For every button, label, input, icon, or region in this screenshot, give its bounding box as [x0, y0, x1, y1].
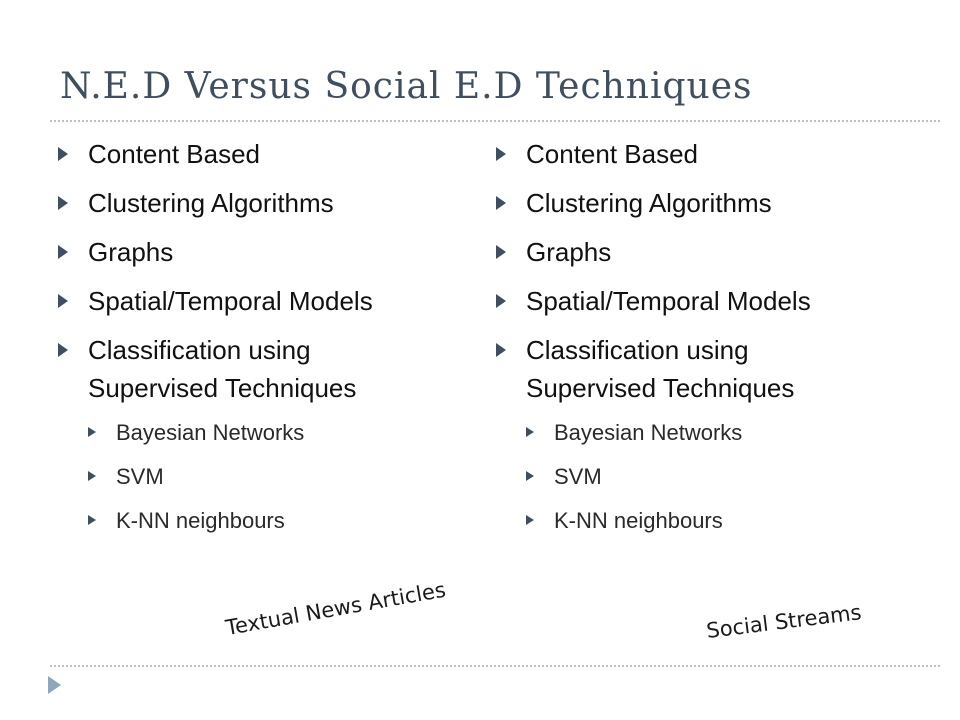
list-item-label: Spatial/Temporal Models	[526, 286, 811, 316]
list-item-label: Content Based	[526, 139, 699, 169]
sub-list-item-label: K-NN neighbours	[116, 508, 285, 533]
list-item	[496, 184, 886, 222]
triangle-bullet-icon	[496, 147, 506, 161]
sub-list-item-label: K-NN neighbours	[554, 508, 723, 533]
list-item-label: Graphs	[88, 237, 174, 267]
left-technique-list	[58, 135, 448, 543]
list-item-label: Clustering Algorithms	[526, 188, 772, 218]
sub-list-item-label: SVM	[116, 464, 164, 489]
sub-list	[88, 411, 448, 543]
list-item-label-line1: Classification using	[526, 335, 749, 365]
triangle-bullet-icon	[58, 343, 68, 357]
triangle-bullet-icon	[496, 245, 506, 259]
slide-title: N.E.D Versus Social E.D Techniques	[60, 66, 753, 107]
list-item-label-line2: Supervised Techniques	[88, 373, 357, 403]
footer-divider	[50, 665, 940, 667]
title-divider	[50, 120, 940, 122]
list-item-label: Content Based	[88, 139, 261, 169]
list-item	[496, 282, 886, 320]
left-column-caption: Textual News Articles	[223, 577, 448, 640]
triangle-bullet-icon	[526, 471, 534, 481]
list-item	[496, 331, 886, 543]
triangle-bullet-icon	[58, 147, 68, 161]
triangle-bullet-icon	[58, 294, 68, 308]
left-column	[58, 135, 448, 547]
list-item-label: Spatial/Temporal Models	[88, 286, 373, 316]
sub-list-item-label: Bayesian Networks	[554, 420, 743, 445]
list-item	[496, 233, 886, 271]
list-item	[58, 282, 448, 320]
list-item	[58, 135, 448, 173]
sub-list-item	[526, 411, 886, 455]
sub-list-item	[88, 499, 448, 543]
sub-list-item	[526, 455, 886, 499]
list-item-label-line1: Classification using	[88, 335, 311, 365]
triangle-bullet-icon	[58, 245, 68, 259]
triangle-bullet-icon	[88, 471, 96, 481]
list-item	[58, 233, 448, 271]
sub-list-item	[88, 455, 448, 499]
sub-list-item-label: SVM	[554, 464, 602, 489]
right-column-caption: Social Streams	[705, 600, 863, 643]
list-item-label: Clustering Algorithms	[88, 188, 334, 218]
triangle-bullet-icon	[526, 515, 534, 525]
footer-triangle-icon	[48, 676, 61, 694]
triangle-bullet-icon	[496, 343, 506, 357]
list-item	[58, 184, 448, 222]
triangle-bullet-icon	[496, 196, 506, 210]
list-item	[58, 331, 448, 543]
triangle-bullet-icon	[58, 196, 68, 210]
sub-list-item-label: Bayesian Networks	[116, 420, 305, 445]
sub-list	[526, 411, 886, 543]
triangle-bullet-icon	[496, 294, 506, 308]
list-item	[496, 135, 886, 173]
triangle-bullet-icon	[88, 515, 96, 525]
right-column	[496, 135, 886, 547]
list-item-label: Graphs	[526, 237, 612, 267]
triangle-bullet-icon	[526, 427, 534, 437]
sub-list-item	[526, 499, 886, 543]
list-item-label-line2: Supervised Techniques	[526, 373, 795, 403]
triangle-bullet-icon	[88, 427, 96, 437]
sub-list-item	[88, 411, 448, 455]
right-technique-list	[496, 135, 886, 543]
